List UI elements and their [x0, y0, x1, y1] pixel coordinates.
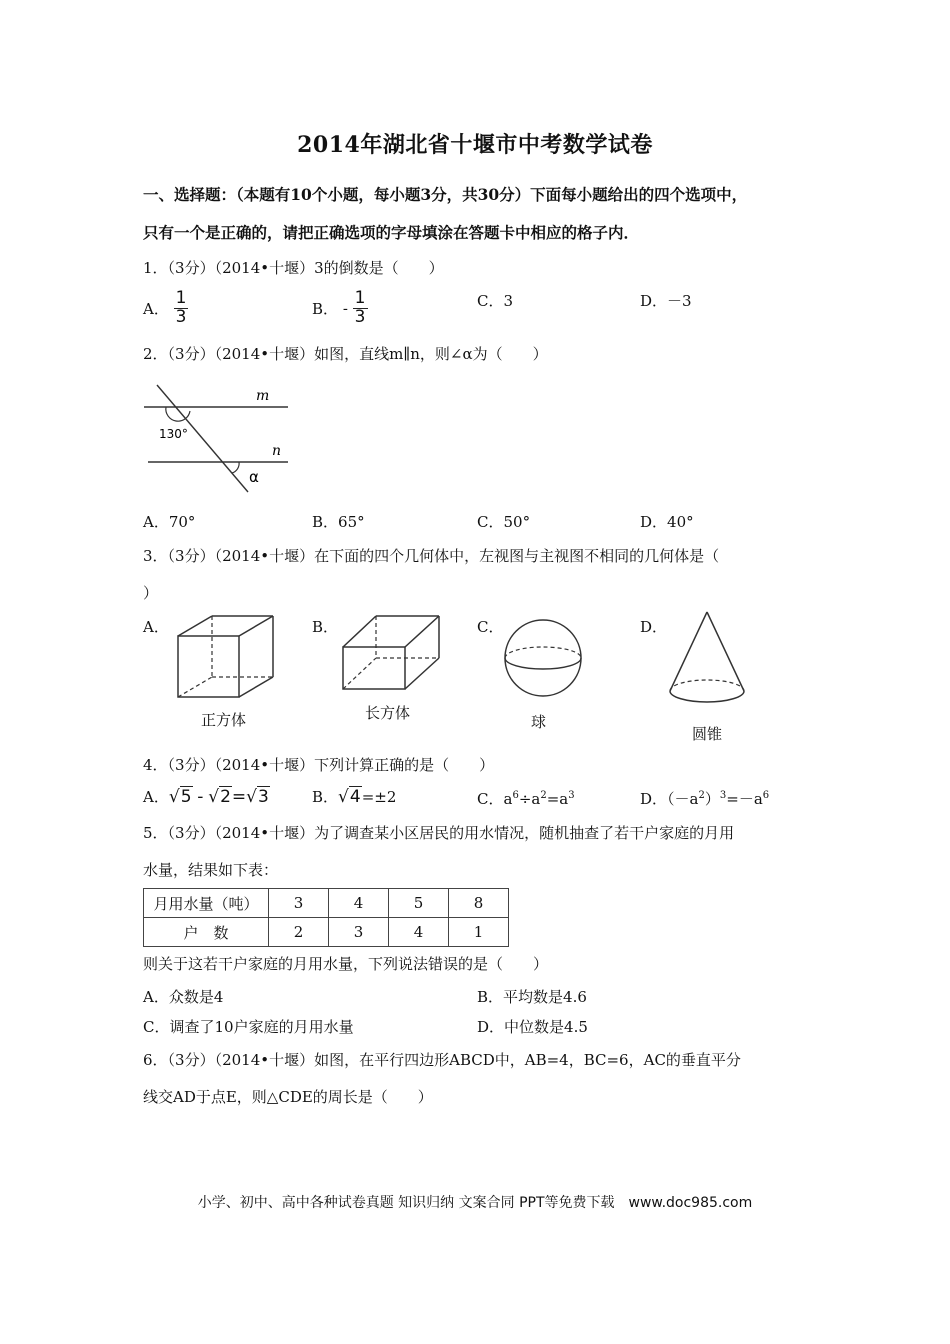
- question-1-option-c: C．3: [477, 292, 514, 310]
- question-5-stem-line2: 水量，结果如下表：: [143, 861, 279, 879]
- cube-name-label: 正方体: [201, 711, 247, 729]
- question-2-option-c: C．50°: [477, 513, 531, 531]
- table-row: [144, 889, 509, 918]
- question-3-option-a-label: A．: [143, 618, 169, 636]
- cone-figure: [664, 608, 754, 716]
- option-c-label: C．: [477, 790, 504, 808]
- fraction-numerator: 1: [175, 288, 187, 308]
- table-cell: 1: [449, 918, 509, 947]
- label-n: n: [272, 443, 282, 459]
- table-cell: 3: [329, 918, 389, 947]
- option-d-label: D．: [640, 790, 668, 808]
- minus-sign: -: [342, 299, 348, 318]
- option-b-label: B．: [312, 299, 339, 318]
- cuboid-front-face: [343, 647, 405, 689]
- sphere-equator-front: [505, 658, 581, 669]
- sphere-figure: [500, 608, 586, 704]
- base-a: a: [503, 790, 513, 808]
- question-4-stem: 4．（3分）（2014•十堰）下列计算正确的是（ ）: [143, 756, 495, 774]
- cone-base-front: [670, 691, 744, 702]
- label-m: m: [256, 388, 270, 404]
- question-3-option-c-label: C．: [477, 618, 504, 636]
- exponent: 6: [512, 790, 519, 801]
- cone-name-label: 圆锥: [692, 725, 723, 743]
- question-3-option-b-label: B．: [312, 618, 339, 636]
- exponent: 2: [540, 790, 547, 801]
- option-b-label: B．: [312, 788, 339, 806]
- question-3-stem-line2: ）: [143, 584, 159, 602]
- fraction-one-third: [353, 290, 368, 327]
- cuboid-name-label: 长方体: [365, 704, 411, 722]
- sqrt-4: √4: [338, 787, 361, 807]
- option-b-rest: =±2: [361, 788, 397, 806]
- question-6-stem-line1: 6．（3分）（2014•十堰）如图，在平行四边形ABCD中，AB=4，BC=6，AC的垂直平分: [143, 1051, 741, 1069]
- question-5-option-c: C．调查了10户家庭的月用水量: [143, 1018, 354, 1036]
- table-cell: 4: [329, 889, 389, 918]
- expr-pre: （－a: [667, 790, 699, 808]
- question-5-option-b: B．平均数是4.6: [477, 988, 587, 1006]
- equals-a: =a: [546, 790, 569, 808]
- question-6-stem-line2: 线交AD于点E，则△CDE的周长是（ ）: [143, 1088, 433, 1106]
- table-cell: 2: [269, 918, 329, 947]
- exponent: 6: [762, 790, 770, 801]
- cuboid-figure: [336, 610, 448, 692]
- parallel-lines-figure: [140, 378, 300, 498]
- question-1-option-d: D．－3: [640, 292, 692, 310]
- cone-base-back: [670, 680, 744, 691]
- question-4-option-c: [477, 788, 575, 809]
- expr-post: =－a: [726, 790, 763, 808]
- question-3-stem-line1: 3．（3分）（2014•十堰）在下面的四个几何体中，左视图与主视图不相同的几何体是（: [143, 547, 720, 565]
- cube-figure: [170, 610, 282, 704]
- question-2-option-b: B．65°: [312, 513, 365, 531]
- exponent: 3: [719, 790, 727, 801]
- question-2-stem: 2．（3分）（2014•十堰）如图，直线m∥n，则∠α为（ ）: [143, 345, 548, 363]
- question-2-option-a: A．70°: [143, 513, 196, 531]
- exponent: 3: [568, 790, 575, 801]
- label-alpha: α: [249, 468, 259, 486]
- fraction-denominator: 3: [354, 306, 366, 327]
- question-5-stem-line1: 5．（3分）（2014•十堰）为了调查某小区居民的用水情况，随机抽查了若干户家庭的月用: [143, 824, 735, 842]
- table-cell: 5: [389, 889, 449, 918]
- expr-mid: ）: [704, 790, 720, 808]
- equals-sign: =: [231, 787, 247, 807]
- cube-front-face: [178, 636, 239, 697]
- option-a-label: A．: [143, 788, 169, 806]
- table-header-cell: 户 数: [144, 918, 269, 947]
- section-instruction-line1: 一、选择题：（本题有10个小题，每小题3分，共30分）下面每小题给出的四个选项中，: [143, 185, 748, 204]
- question-4-option-b: [312, 786, 396, 807]
- question-5-option-a: A．众数是4: [143, 988, 224, 1006]
- table-row: [144, 918, 509, 947]
- table-cell: 4: [389, 918, 449, 947]
- page-title: 2014年湖北省十堰市中考数学试卷: [297, 132, 653, 158]
- table-cell: 3: [269, 889, 329, 918]
- water-usage-table: [143, 888, 509, 947]
- question-1-option-a: [143, 290, 188, 327]
- question-1-option-b: [312, 290, 368, 327]
- angle-arc-alpha: [232, 462, 239, 473]
- sphere-equator-back: [505, 647, 581, 658]
- sphere-outline: [505, 620, 581, 696]
- table-cell: 8: [449, 889, 509, 918]
- sqrt-5: √5: [168, 787, 192, 807]
- divide-a: ÷a: [518, 790, 541, 808]
- fraction-numerator: 1: [354, 288, 366, 308]
- sqrt-2: √2: [208, 787, 231, 807]
- question-2-option-d: D．40°: [640, 513, 694, 531]
- sphere-name-label: 球: [531, 713, 547, 731]
- question-5-option-d: D．中位数是4.5: [477, 1018, 588, 1036]
- question-4-option-d: [640, 788, 769, 809]
- fraction-one-third: [174, 290, 189, 327]
- option-a-label: A．: [143, 299, 169, 318]
- question-1-stem: 1．（3分）（2014•十堰）3的倒数是（ ）: [143, 259, 444, 277]
- question-3-option-d-label: D．: [640, 618, 668, 636]
- label-130-degrees: 130°: [159, 427, 188, 441]
- exponent: 2: [698, 790, 705, 801]
- sqrt-3: √3: [246, 787, 269, 807]
- footer-text: 小学、初中、高中各种试卷真题 知识归纳 文案合同 PPT等免费下载 www.doc985.com: [197, 1195, 753, 1211]
- table-header-cell: 月用水量（吨）: [144, 889, 269, 918]
- question-4-option-a: [143, 786, 270, 807]
- fraction-denominator: 3: [175, 306, 187, 327]
- question-5-after-table: 则关于这若干户家庭的月用水量，下列说法错误的是（ ）: [143, 955, 549, 973]
- minus-sign: -: [197, 787, 204, 807]
- section-instruction-line2: 只有一个是正确的，请把正确选项的字母填涂在答题卡中相应的格子内．: [143, 223, 640, 242]
